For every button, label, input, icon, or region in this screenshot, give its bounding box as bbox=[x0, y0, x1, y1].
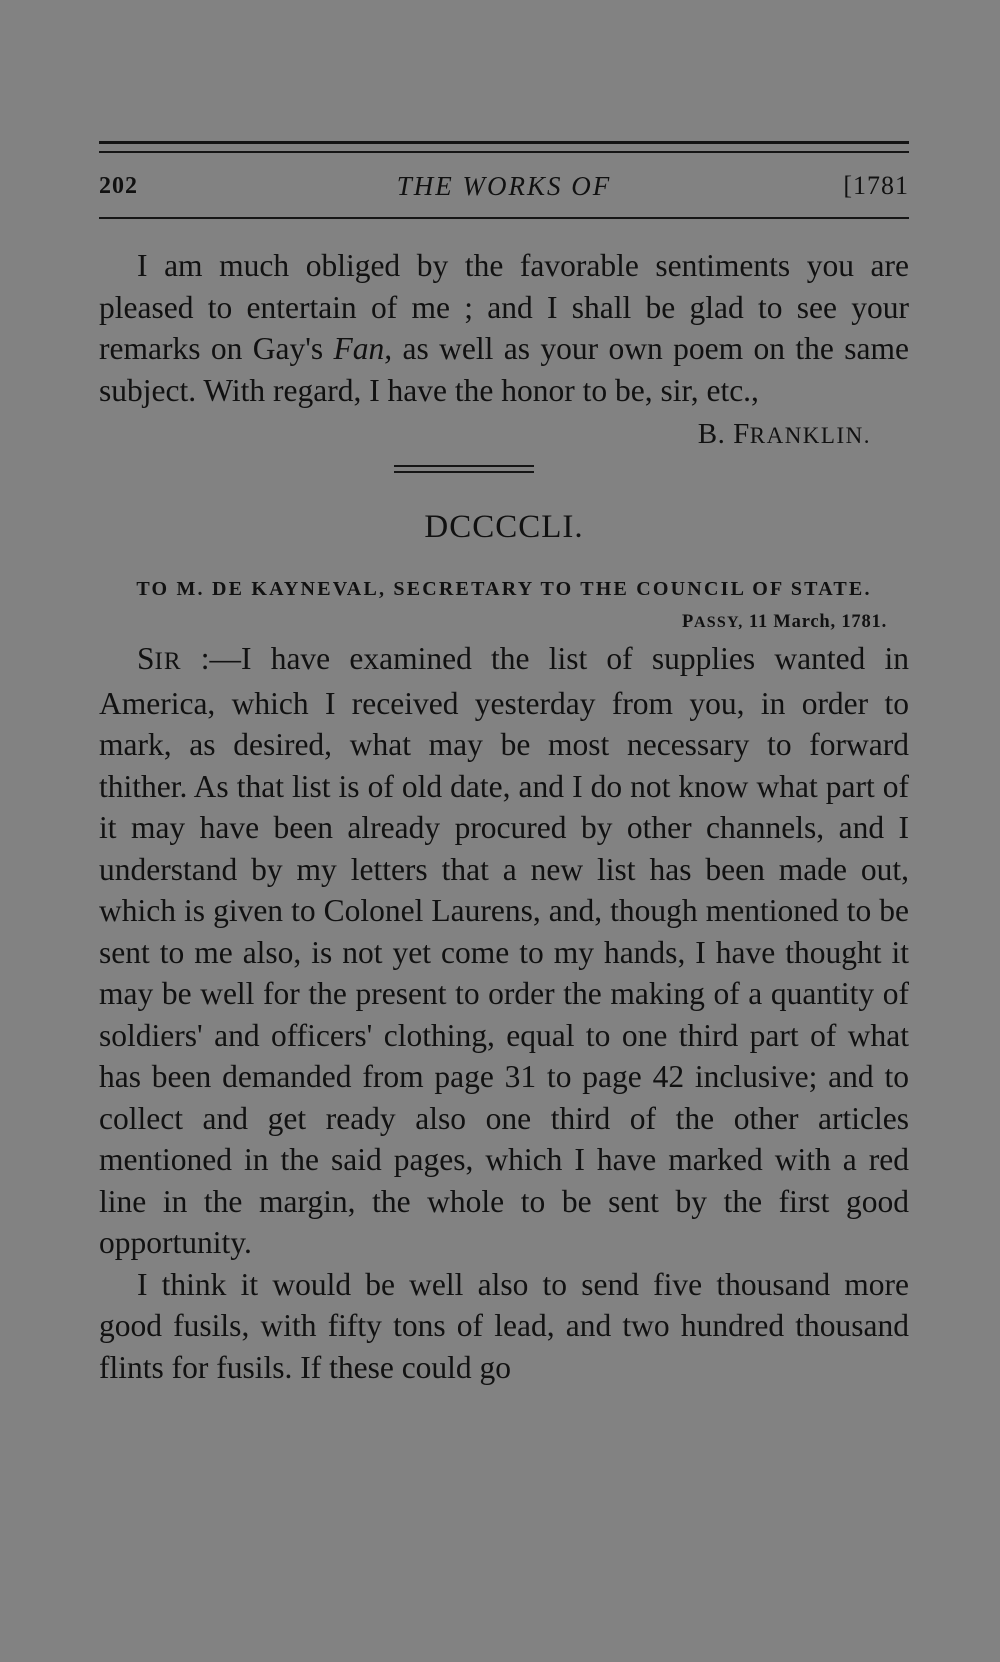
book-page bbox=[99, 138, 909, 1388]
salutation-initial: S bbox=[137, 641, 155, 676]
letter-dateline bbox=[99, 607, 909, 638]
paragraph-1-text: :—I have examined the list of supplies wanted in America, which I received yesterday from you, in order to mark, as desired, what may be most necessary to forward thither. As that list is of old date, and I do not know what part of it may have been already procured by other channels, and I understand by my letters that a new list has been made out, which is given to Colonel Laurens, and, though mentioned to be sent to me also, is not yet come to my hands, I have thought it may be well for the present to order the making of a quantity of soldiers' and officers' clothing, equal to one third part of what has been demanded from page 31 to page 42 inclusive; and to collect and get ready also one third of the other articles mentioned in the said pages, which I have marked with a red line in the margin, the whole to be sent by the first good opportunity. bbox=[99, 641, 910, 1260]
running-year: [1781 bbox=[843, 171, 909, 200]
letter-paragraph-1 bbox=[99, 638, 909, 1264]
dateline-date: 11 March, 1781. bbox=[748, 612, 887, 632]
running-title: THE WORKS OF bbox=[396, 171, 612, 201]
header-rule-thick bbox=[99, 141, 909, 144]
running-head bbox=[99, 169, 909, 217]
page-number: 202 bbox=[99, 173, 138, 199]
signature-rest: RANKLIN. bbox=[749, 423, 871, 448]
letter-body bbox=[99, 638, 909, 1388]
closing-text: I am much obliged by the favorable sentiments you are pleased to entertain of me ; and I shall be glad to see your remarks on Gay's bbox=[99, 248, 909, 366]
header-bottom-rule bbox=[99, 217, 909, 219]
closing-block bbox=[99, 245, 909, 411]
signature bbox=[99, 415, 909, 455]
divider-line-top bbox=[394, 465, 534, 467]
letter-paragraph-2: I think it would be well also to send five thousand more good fusils, with fifty tons of lead, and two hundred thousand flints for fusils. If these could go bbox=[99, 1266, 909, 1385]
closing-paragraph bbox=[99, 245, 909, 411]
divider-line-bottom bbox=[394, 471, 534, 473]
section-divider bbox=[394, 465, 534, 477]
letter-address: TO M. DE KAYNEVAL, SECRETARY TO THE COUNCIL OF STATE. bbox=[136, 578, 872, 600]
dateline-place-initial: P bbox=[681, 612, 695, 632]
closing-italic-title: Fan, bbox=[333, 331, 393, 366]
header-double-rule bbox=[99, 138, 909, 157]
letter-number: DCCCCLI. bbox=[424, 509, 584, 545]
dateline-place-rest: ASSY, bbox=[694, 614, 744, 631]
salutation-rest: IR bbox=[154, 648, 182, 675]
header-rule-thin bbox=[99, 151, 909, 153]
signature-initial: B. F bbox=[697, 418, 750, 450]
closing-text-end: as well as your own poem on the same subject. With regard, I have the honor to be, sir, etc., bbox=[99, 331, 910, 408]
